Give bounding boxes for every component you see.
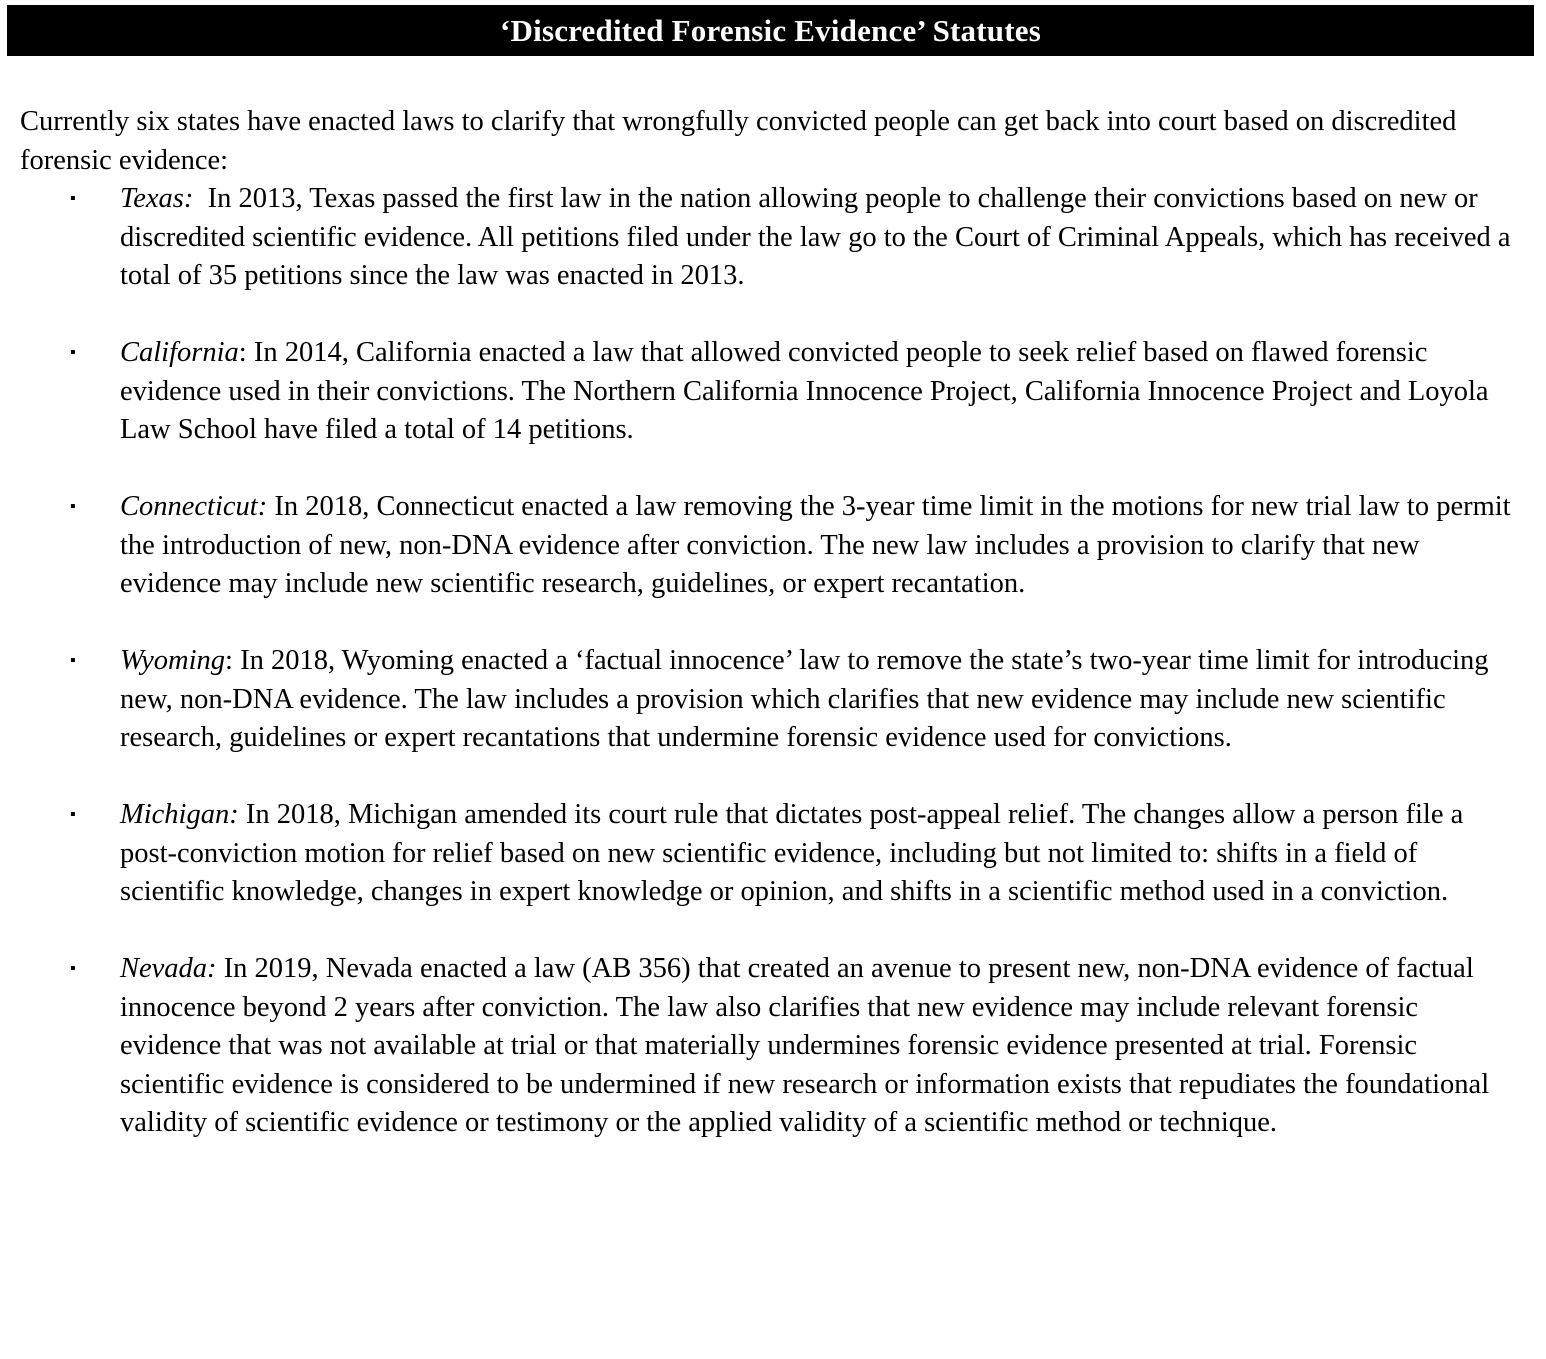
bullet-icon: ▪ [70, 960, 76, 977]
item-text: In 2019, Nevada enacted a law (AB 356) that created an avenue to present new, non-DNA evidence of factual innocence beyond 2 years after conviction. The law also clarifies that new evidence may include relevant forensic evidence that was not available at trial or that materially undermines forensic evidence presented at trial. Forensic scientific evidence is considered to be undermined if new research or information exists that repudiates the foundational validity of scientific evidence or testimony or the applied validity of a scientific method or technique. [120, 953, 1490, 1138]
item-text: In 2018, Michigan amended its court rule that dictates post-appeal relief. The changes allow a person file a post-conviction motion for relief based on new scientific evidence, including but not limited to: shifts in a field of scientific knowledge, changes in expert knowledge or opinion, and shifts in a scientific method used in a conviction. [120, 799, 1464, 907]
state-name: Texas: [120, 183, 194, 214]
intro-paragraph: Currently six states have enacted laws to clarify that wrongfully convicted people can get back into court based on discredited forensic evidence: [20, 106, 1457, 176]
state-name: Michigan: [120, 799, 239, 830]
bullet-icon: ▪ [70, 190, 76, 207]
bullet-icon: ▪ [70, 344, 76, 361]
state-list [0, 180, 1546, 1181]
list-item-california [0, 334, 1520, 450]
bullet-icon: ▪ [70, 498, 76, 515]
state-name: Connecticut: [120, 491, 268, 522]
bullet-icon: ▪ [70, 652, 76, 669]
state-name: California [120, 337, 239, 368]
list-item-wyoming [0, 642, 1520, 758]
item-text: In 2018, Connecticut enacted a law removing the 3-year time limit in the motions for new trial law to permit the introduction of new, non-DNA evidence after conviction. The new law includes a provision to clarify that new evidence may include new scientific research, guidelines, or expert recantation. [120, 491, 1511, 599]
page-title: ‘Discredited Forensic Evidence’ Statutes [500, 12, 1041, 48]
title-bar [7, 5, 1534, 56]
list-item-nevada [0, 950, 1520, 1143]
state-name: Wyoming [120, 645, 226, 676]
item-text: In 2013, Texas passed the first law in the nation allowing people to challenge their convictions based on new or discredited scientific evidence. All petitions filed under the law go to the Court of Criminal Appeals, which has received a total of 35 petitions since the law was enacted in 2013. [120, 183, 1518, 291]
state-name: Nevada: [120, 953, 217, 984]
item-text: : In 2018, Wyoming enacted a ‘factual innocence’ law to remove the state’s two-year time limit for introducing new, non-DNA evidence. The law includes a provision which clarifies that new evidence may include new scientific research, guidelines or expert recantations that undermine forensic evidence used for convictions. [120, 645, 1489, 753]
list-item-connecticut [0, 488, 1520, 604]
item-text: : In 2014, California enacted a law that allowed convicted people to seek relief based on flawed forensic evidence used in their convictions. The Northern California Innocence Project, California Innocence Project and Loyola Law School have filed a total of 14 petitions. [120, 337, 1489, 445]
list-item-texas [0, 180, 1520, 296]
list-item-michigan [0, 796, 1520, 912]
bullet-icon: ▪ [70, 806, 76, 823]
